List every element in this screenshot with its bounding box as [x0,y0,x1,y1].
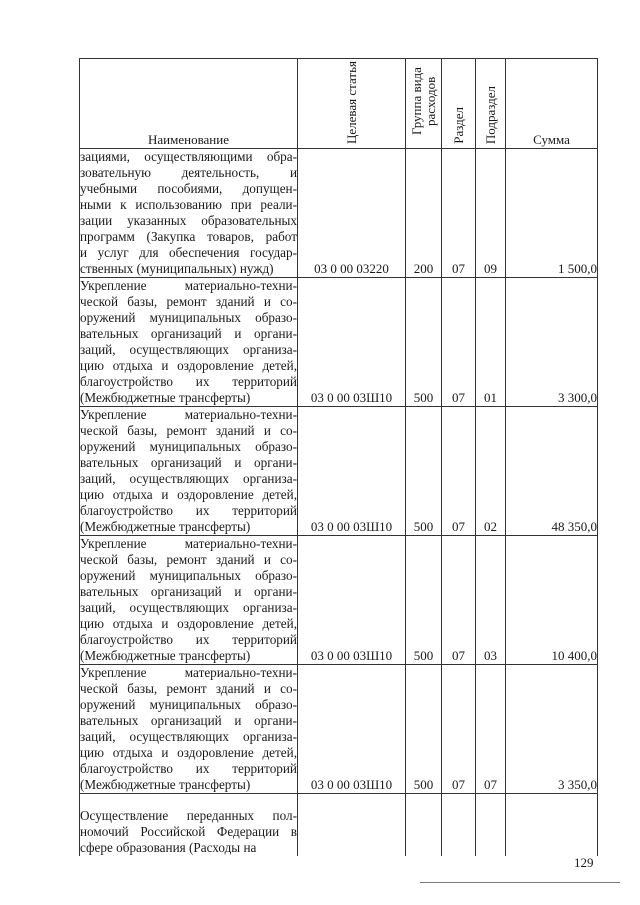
name-line: Осуществление переданных пол- [80,808,297,823]
name-line: зациями, осуществляющими обра- [80,149,297,164]
row-name [80,407,298,536]
row-group: 200 [406,149,442,278]
page-number: 129 [574,855,594,870]
row-group: 500 [406,665,442,794]
name-line: ческой базы, ремонт зданий и со- [80,681,297,696]
row-section: 07 [442,278,476,407]
row-name [80,278,298,407]
name-line: Укрепление материально-техни- [80,278,297,293]
row-section: 07 [442,407,476,536]
row-target: 03 0 00 03Ш10 [298,278,406,407]
name-line: благоустройство их территорий [80,374,297,389]
table-row [80,536,598,665]
name-line: оружений муниципальных образо- [80,310,297,325]
name-line: зации указанных образовательных [80,213,297,228]
name-line: заций, осуществляющих организа- [80,729,297,744]
row-group: 500 [406,278,442,407]
table-row [80,278,598,407]
row-subsection: 01 [476,278,506,407]
row-sum: 48 350,0 [506,407,598,536]
name-line: ческой базы, ремонт зданий и со- [80,423,297,438]
row-name [80,794,298,857]
row-sum: 10 400,0 [506,536,598,665]
budget-table [79,58,598,856]
row-target [298,794,406,857]
name-line: учебными пособиями, допущен- [80,181,297,196]
name-line: Укрепление материально-техни- [80,407,297,422]
row-sum: 3 350,0 [506,665,598,794]
header-target: Целевая статья [298,59,406,149]
row-subsection: 02 [476,407,506,536]
row-group [406,794,442,857]
row-subsection: 03 [476,536,506,665]
name-line: ными к использованию при реали- [80,197,297,212]
row-sum [506,794,598,857]
name-line: оружений муниципальных образо- [80,697,297,712]
name-line: благоустройство их территорий [80,503,297,518]
name-line: благоустройство их территорий [80,761,297,776]
name-line: благоустройство их территорий [80,632,297,647]
header-subsection: Подраздел [476,59,506,149]
name-line: Укрепление материально-техни- [80,665,297,680]
name-line: номочий Российской Федерации в [80,824,297,839]
name-line: ческой базы, ремонт зданий и со- [80,294,297,309]
name-line: (Межбюджетные трансферты) [80,519,251,534]
name-line: вательных организаций и органи- [80,584,297,599]
row-subsection: 09 [476,149,506,278]
row-target: 03 0 00 03Ш10 [298,536,406,665]
name-line: оружений муниципальных образо- [80,439,297,454]
name-line: цию отдыха и оздоровление детей, [80,358,297,373]
name-line: и услуг для обеспечения государ- [80,245,297,260]
name-line: ственных (муниципальных) нужд) [80,261,274,276]
bottom-rule [420,882,620,883]
name-line: ческой базы, ремонт зданий и со- [80,552,297,567]
row-subsection [476,794,506,857]
row-name [80,536,298,665]
header-section: Раздел [442,59,476,149]
row-target: 03 0 00 03Ш10 [298,407,406,536]
name-line: цию отдыха и оздоровление детей, [80,616,297,631]
name-line: программ (Закупка товаров, работ [80,229,297,244]
table-row [80,407,598,536]
header-row [80,59,598,149]
row-group: 500 [406,536,442,665]
name-line: вательных организаций и органи- [80,713,297,728]
name-line: вательных организаций и органи- [80,455,297,470]
name-line: (Межбюджетные трансферты) [80,777,251,792]
row-target: 03 0 00 03220 [298,149,406,278]
row-section: 07 [442,536,476,665]
header-name: Наименование [80,59,298,149]
name-line: сфере образования (Расходы на [80,840,257,855]
row-sum: 3 300,0 [506,278,598,407]
row-subsection: 07 [476,665,506,794]
name-line: заций, осуществляющих организа- [80,600,297,615]
table-row [80,794,598,857]
table-row [80,149,598,278]
row-section [442,794,476,857]
header-sum: Сумма [506,59,598,149]
name-line: Укрепление материально-техни- [80,536,297,551]
row-section: 07 [442,149,476,278]
row-name [80,149,298,278]
row-section: 07 [442,665,476,794]
row-sum: 1 500,0 [506,149,598,278]
row-target: 03 0 00 03Ш10 [298,665,406,794]
name-line: зовательную деятельность, и [80,165,297,180]
name-line: заций, осуществляющих организа- [80,471,297,486]
name-line: вательных организаций и органи- [80,326,297,341]
name-line: цию отдыха и оздоровление детей, [80,487,297,502]
name-line: оружений муниципальных образо- [80,568,297,583]
row-name [80,665,298,794]
name-line: (Межбюджетные трансферты) [80,390,251,405]
table-row [80,665,598,794]
header-group: Группа вида расходов [406,59,442,149]
name-line: (Межбюджетные трансферты) [80,648,251,663]
row-group: 500 [406,407,442,536]
name-line: заций, осуществляющих организа- [80,342,297,357]
name-line: цию отдыха и оздоровление детей, [80,745,297,760]
